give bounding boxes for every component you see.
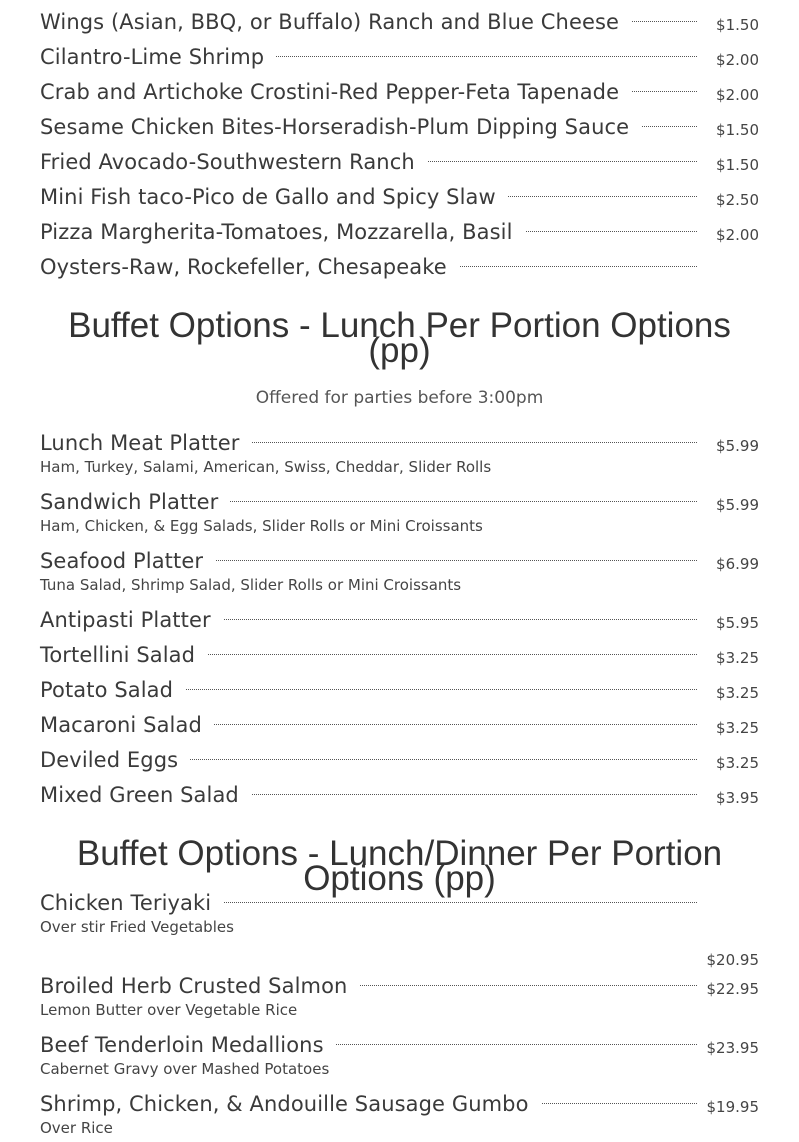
menu-item-name: Mixed Green Salad xyxy=(40,780,251,810)
menu-item-name: Potato Salad xyxy=(40,675,185,705)
menu-item-name: Cilantro-Lime Shrimp xyxy=(40,42,276,72)
menu-item-price: $3.25 xyxy=(716,754,759,772)
menu-item-description: Over stir Fried Vegetables xyxy=(40,918,234,936)
menu-item-price: $5.99 xyxy=(716,496,759,514)
menu-item-row xyxy=(40,252,759,282)
menu-item-description: Ham, Turkey, Salami, American, Swiss, Cheddar, Slider Rolls xyxy=(40,458,492,476)
menu-item-name: Macaroni Salad xyxy=(40,710,214,740)
menu-item-name: Sandwich Platter xyxy=(40,487,230,517)
menu-item-row xyxy=(40,640,759,670)
menu-item-row xyxy=(40,888,759,918)
menu-item-price: $3.25 xyxy=(716,719,759,737)
menu-item-name: Beef Tenderloin Medallions xyxy=(40,1030,336,1060)
menu-item-name: Antipasti Platter xyxy=(40,605,223,635)
menu-item-row xyxy=(40,1089,759,1119)
menu-item-row xyxy=(40,971,759,1001)
menu-item-price: $2.00 xyxy=(716,226,759,244)
menu-item-row xyxy=(40,428,759,458)
menu-item-row xyxy=(40,147,759,177)
menu-item-name: Crab and Artichoke Crostini-Red Pepper-Feta Tapenade xyxy=(40,77,631,107)
menu-item-price: $3.95 xyxy=(716,789,759,807)
menu-item-name: Tortellini Salad xyxy=(40,640,207,670)
menu-item-name: Oysters-Raw, Rockefeller, Chesapeake xyxy=(40,252,459,282)
menu-item-name: Lunch Meat Platter xyxy=(40,428,252,458)
menu-item-name: Pizza Margherita-Tomatoes, Mozzarella, Basil xyxy=(40,217,525,247)
menu-item-price: $2.00 xyxy=(716,86,759,104)
menu-item-price: $3.25 xyxy=(716,684,759,702)
menu-item-name: Wings (Asian, BBQ, or Buffalo) Ranch and Blue Cheese xyxy=(40,7,631,37)
menu-item-row xyxy=(40,710,759,740)
section-heading: Buffet Options - Lunch Per Portion Options (pp) xyxy=(68,306,731,370)
menu-item-price: $1.50 xyxy=(716,16,759,34)
menu-item-price: $22.95 xyxy=(706,980,759,998)
section-heading: Buffet Options - Lunch/Dinner Per Portion Options (pp) xyxy=(76,834,723,898)
menu-item-row xyxy=(40,780,759,810)
menu-item-description: Ham, Chicken, & Egg Salads, Slider Rolls or Mini Croissants xyxy=(40,517,483,535)
menu-item-row xyxy=(40,112,759,142)
menu-item-row xyxy=(40,605,759,635)
menu-item-price: $6.99 xyxy=(716,555,759,573)
menu-item-row xyxy=(40,7,759,37)
menu-item-name: Deviled Eggs xyxy=(40,745,190,775)
menu-item-price: $2.50 xyxy=(716,191,759,209)
menu-item-row xyxy=(40,77,759,107)
menu-item-name: Mini Fish taco-Pico de Gallo and Spicy Slaw xyxy=(40,182,508,212)
menu-item-row xyxy=(40,745,759,775)
menu-item-description: Tuna Salad, Shrimp Salad, Slider Rolls or Mini Croissants xyxy=(40,576,462,594)
menu-item-row xyxy=(40,217,759,247)
menu-item-description: Over Rice xyxy=(40,1119,113,1137)
menu-item-price: $5.99 xyxy=(716,437,759,455)
menu-item-row xyxy=(40,1030,759,1060)
menu-item-description: Lemon Butter over Vegetable Rice xyxy=(40,1001,298,1019)
menu-item-name: Chicken Teriyaki xyxy=(40,888,223,918)
menu-item-row xyxy=(40,182,759,212)
menu-item-name: Sesame Chicken Bites-Horseradish-Plum Dipping Sauce xyxy=(40,112,641,142)
menu-item-price: $23.95 xyxy=(706,1039,759,1057)
menu-item-name: Fried Avocado-Southwestern Ranch xyxy=(40,147,427,177)
menu-item-row xyxy=(40,487,759,517)
menu-item-row xyxy=(40,42,759,72)
menu-item-row xyxy=(40,546,759,576)
menu-item-price: $20.95 xyxy=(706,951,759,969)
section-note: Offered for parties before 3:00pm xyxy=(255,388,544,408)
menu-item-price: $19.95 xyxy=(706,1098,759,1116)
menu-item-description: Cabernet Gravy over Mashed Potatoes xyxy=(40,1060,330,1078)
menu-item-price: $1.50 xyxy=(716,156,759,174)
menu-item-row xyxy=(40,675,759,705)
menu-item-price: $3.25 xyxy=(716,649,759,667)
menu-item-price: $2.00 xyxy=(716,51,759,69)
menu-item-name: Seafood Platter xyxy=(40,546,215,576)
menu-item-price: $1.50 xyxy=(716,121,759,139)
menu-item-name: Shrimp, Chicken, & Andouille Sausage Gumbo xyxy=(40,1089,541,1119)
menu-item-name: Broiled Herb Crusted Salmon xyxy=(40,971,359,1001)
menu-item-price: $5.95 xyxy=(716,614,759,632)
